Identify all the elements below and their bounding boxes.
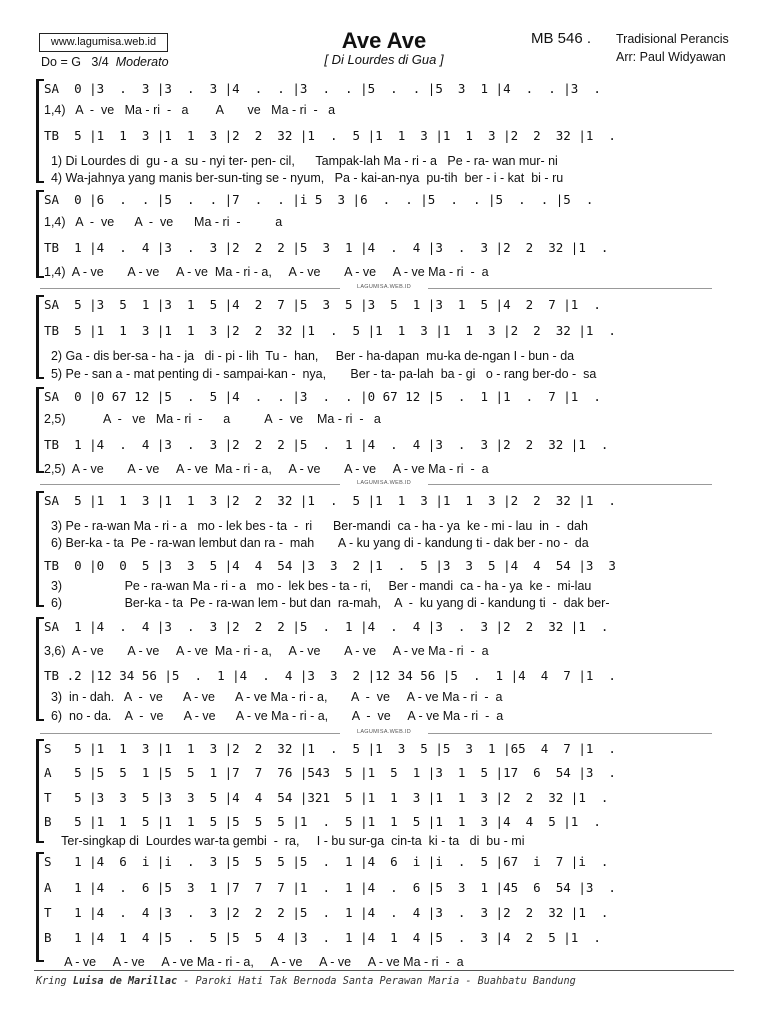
notation-row: TB 5 |1 1 3 |1 1 3 |2 2 32 |1 . 5 |1 1 3 |1 1 3 |2 2 32 |1 . <box>44 323 616 338</box>
notation-row: T 5 |3 3 5 |3 3 5 |4 4 54 |321 5 |1 1 3 |1 1 3 |2 2 32 |1 . <box>44 790 609 805</box>
footer-rule <box>34 970 734 971</box>
notation-row: SA 5 |3 5 1 |3 1 5 |4 2 7 |5 3 5 |3 5 1 |3 1 5 |4 2 7 |1 . <box>44 297 601 312</box>
lyric-row: 6) no - da. A - ve A - ve A - ve Ma - ri - a, A - ve A - ve Ma - ri - a <box>44 709 504 723</box>
song-origin: Tradisional Perancis <box>616 32 729 46</box>
divider-label: LAGUMISA.WEB.ID <box>340 729 428 735</box>
notation-row: B 5 |1 1 5 |1 1 5 |5 5 5 |1 . 5 |1 1 5 |1 1 3 |4 4 5 |1 . <box>44 814 601 829</box>
lyric-row: 6) Ber-ka - ta Pe - ra-wan lembut dan ra - mah A - ku yang di - kandung ti - dak ber - no - da <box>44 536 589 550</box>
notation-row: S 5 |1 1 3 |1 1 3 |2 2 32 |1 . 5 |1 3 5 |5 3 1 |65 4 7 |1 . <box>44 741 616 756</box>
footer-credit <box>36 976 736 987</box>
lyric-row: 3) Pe - ra-wan Ma - ri - a mo - lek bes - ta - ri Ber-mandi ca - ha - ya ke - mi - lau in - dah <box>44 519 588 533</box>
meter-label: 3/4 <box>91 55 109 69</box>
notation-row: TB 1 |4 . 4 |3 . 3 |2 2 2 |5 3 1 |4 . 4 |3 . 3 |2 2 32 |1 . <box>44 240 609 255</box>
system-bracket <box>36 491 39 607</box>
lyric-row: 3) Pe - ra-wan Ma - ri - a mo - lek bes - ta - ri, Ber - mandi ca - ha - ya ke - mi-lau <box>44 579 592 593</box>
notation-row: SA 0 |6 . . |5 . . |7 . . |i 5 3 |6 . . |5 . . |5 . . |5 . <box>44 192 594 207</box>
notation-row: T 1 |4 . 4 |3 . 3 |2 2 2 |5 . 1 |4 . 4 |3 . 3 |2 2 32 |1 . <box>44 905 609 920</box>
system-bracket <box>36 852 39 962</box>
lyric-row: 5) Pe - san a - mat penting di - sampai-kan - nya, Ber - ta- pa-lah ba - gi o - rang ber-do - sa <box>44 367 597 381</box>
notation-row: TB 1 |4 . 4 |3 . 3 |2 2 2 |5 . 1 |4 . 4 |3 . 3 |2 2 32 |1 . <box>44 437 609 452</box>
notation-row: SA 1 |4 . 4 |3 . 3 |2 2 2 |5 . 1 |4 . 4 |3 . 3 |2 2 32 |1 . <box>44 619 609 634</box>
lyric-row: 2) Ga - dis ber-sa - ha - ja di - pi - lih Tu - han, Ber - ha-dapan mu-ka de-ngan I - bun - da <box>44 349 575 363</box>
song-subtitle: [ Di Lourdes di Gua ] <box>324 52 444 67</box>
hymn-code: MB 546 . <box>531 30 592 47</box>
notation-row: TB .2 |12 34 56 |5 . 1 |4 . 4 |3 3 2 |12 34 56 |5 . 1 |4 4 7 |1 . <box>44 668 616 683</box>
notation-row: TB 5 |1 1 3 |1 1 3 |2 2 32 |1 . 5 |1 1 3 |1 1 3 |2 2 32 |1 . <box>44 128 616 143</box>
notation-row: S 1 |4 6 i |i . 3 |5 5 5 |5 . 1 |4 6 i |i . 5 |67 i 7 |i . <box>44 854 609 869</box>
system-bracket <box>36 190 39 278</box>
lyric-row: 1,4) A - ve A - ve A - ve Ma - ri - a, A - ve A - ve A - ve Ma - ri - a <box>44 265 489 279</box>
notation-row: B 1 |4 1 4 |5 . 5 |5 5 4 |3 . 1 |4 1 4 |5 . 3 |4 2 5 |1 . <box>44 930 601 945</box>
lyric-row: 6) Ber-ka - ta Pe - ra-wan lem - but dan ra-mah, A - ku yang di - kandung ti - dak ber- <box>44 596 610 610</box>
footer-community: Luisa de Marillac <box>72 976 178 987</box>
key-label: Do = G <box>41 55 81 69</box>
lyric-row: 1,4) A - ve Ma - ri - a A ve Ma - ri - a <box>44 103 336 117</box>
lyric-row: 3,6) A - ve A - ve A - ve Ma - ri - a, A - ve A - ve A - ve Ma - ri - a <box>44 644 489 658</box>
lyric-row: 2,5) A - ve Ma - ri - a A - ve Ma - ri - a <box>44 412 381 426</box>
notation-row: TB 0 |0 0 5 |3 3 5 |4 4 54 |3 3 2 |1 . 5 |3 3 5 |4 4 54 |3 3 <box>44 558 616 573</box>
system-bracket <box>36 387 39 473</box>
lyric-row: A - ve A - ve A - ve Ma - ri - a, A - ve A - ve A - ve Ma - ri - a <box>44 955 464 969</box>
song-title: Ave Ave <box>341 28 427 53</box>
system-bracket <box>36 739 39 843</box>
system-bracket <box>36 617 39 721</box>
notation-row: SA 5 |1 1 3 |1 1 3 |2 2 32 |1 . 5 |1 1 3 |1 1 3 |2 2 32 |1 . <box>44 493 616 508</box>
footer-parish: - Paroki Hati Tak Bernoda Santa Perawan Maria - Buahbatu Bandung <box>177 976 576 987</box>
lyric-row: 1,4) A - ve A - ve Ma - ri - a <box>44 215 283 229</box>
notation-row: SA 0 |3 . 3 |3 . 3 |4 . . |3 . . |5 . . |5 3 1 |4 . . |3 . <box>44 81 601 96</box>
lyric-row: 4) Wa-jahnya yang manis ber-sun-ting se - nyum, Pa - kai-an-nya pu-tih ber - i - kat bi - ru <box>44 171 564 185</box>
notation-row: A 1 |4 . 6 |5 3 1 |7 7 7 |1 . 1 |4 . 6 |5 3 1 |45 6 54 |3 . <box>44 880 616 895</box>
system-bracket <box>36 295 39 379</box>
divider-label: LAGUMISA.WEB.ID <box>340 284 428 290</box>
arranger: Arr: Paul Widyawan <box>616 50 726 64</box>
website-label: www.lagumisa.web.id <box>39 33 168 52</box>
system-bracket <box>36 79 39 183</box>
lyric-row: 2,5) A - ve A - ve A - ve Ma - ri - a, A - ve A - ve A - ve Ma - ri - a <box>44 462 489 476</box>
notation-row: SA 0 |0 67 12 |5 . 5 |4 . . |3 . . |0 67 12 |5 . 1 |1 . 7 |1 . <box>44 389 601 404</box>
footer-prefix: Kring <box>36 976 73 987</box>
lyric-row: 3) in - dah. A - ve A - ve A - ve Ma - ri - a, A - ve A - ve Ma - ri - a <box>44 690 503 704</box>
notation-row: A 5 |5 5 1 |5 5 1 |7 7 76 |543 5 |1 5 1 |3 1 5 |17 6 54 |3 . <box>44 765 616 780</box>
lyric-row: 1) Di Lourdes di gu - a su - nyi ter- pen- cil, Tampak-lah Ma - ri - a Pe - ra- wan mur- ni <box>44 154 558 168</box>
divider-label: LAGUMISA.WEB.ID <box>340 480 428 486</box>
lyric-row: Ter-singkap di Lourdes war-ta gembi - ra, I - bu sur-ga cin-ta ki - ta di bu - mi <box>44 834 525 848</box>
tempo-label: Moderato <box>115 55 169 69</box>
